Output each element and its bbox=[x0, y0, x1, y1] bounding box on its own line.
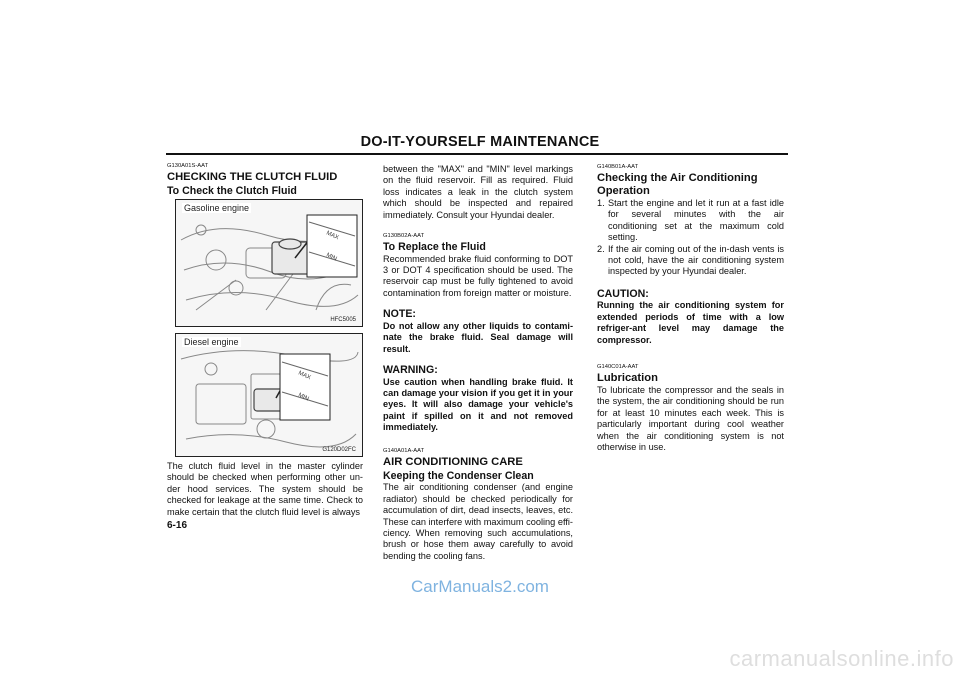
step-number: 2. bbox=[597, 243, 605, 254]
header-rule bbox=[166, 153, 788, 155]
section-code: G140B01A-AAT bbox=[597, 164, 639, 170]
left-column bbox=[167, 163, 363, 198]
max-mark: MAX bbox=[297, 370, 312, 382]
figure-diesel-engine bbox=[175, 333, 363, 457]
left-body bbox=[167, 461, 363, 518]
note-label: NOTE: bbox=[383, 308, 416, 321]
ac-check-steps bbox=[597, 198, 784, 278]
engine-illustration bbox=[176, 334, 362, 456]
ac-care-heading: AIR CONDITIONING CARE bbox=[383, 455, 523, 468]
figure-code: G120D02FC bbox=[322, 447, 356, 453]
list-item bbox=[597, 244, 784, 278]
lubrication-paragraph: To lubricate the compressor and the seals in the system, the air conditioning should be run for at least 10 minutes each week. This is particularly important during cool weather when the air conditioning system is not otherwise in use. bbox=[597, 385, 784, 453]
section-code: G130A01S-AAT bbox=[167, 163, 209, 169]
step-number: 1. bbox=[597, 198, 605, 208]
figure-code: HFC5005 bbox=[330, 317, 356, 323]
figure-label: Gasoline engine bbox=[184, 203, 250, 213]
figure-gasoline-engine bbox=[175, 199, 363, 327]
replace-fluid-paragraph: Recommended brake fluid conforming to DOT 3 or DOT 4 specification should be used. The reservoir cap must be fully tightened to avoid contamination from foreign matter or moisture. bbox=[383, 253, 573, 298]
max-mark: MAX bbox=[325, 230, 340, 242]
lubrication-heading: Lubrication bbox=[597, 372, 658, 385]
min-mark: MIN bbox=[297, 392, 310, 403]
section-code: G140A01A-AAT bbox=[383, 447, 425, 454]
note-text: Do not allow any other liquids to contami-nate the brake fluid. Seal damage will result. bbox=[383, 320, 573, 354]
ac-operation-heading: Checking the Air Conditioning Operation bbox=[597, 172, 758, 197]
watermark-carmanualsonline[interactable]: carmanualsonline.info bbox=[729, 646, 954, 671]
step-text: Start the engine and let it run at a fast idle for several minutes with the air conditioning set at the maximum cold setting. bbox=[608, 198, 784, 243]
watermark-carmanuals2[interactable]: CarManuals2.com bbox=[411, 577, 549, 596]
warning-label: WARNING: bbox=[383, 364, 438, 377]
replace-fluid-heading: To Replace the Fluid bbox=[383, 241, 486, 254]
condenser-subheading: Keeping the Condenser Clean bbox=[383, 469, 534, 482]
condenser-paragraph: The air conditioning condenser (and engine radiator) should be checked periodically for accumulation of dirt, dead insects, leaves, etc. These can interfere with maximum cooling effi-ciency. When removing such accumulations, brush or hose them away carefully to avoid bending the cooling fans. bbox=[383, 482, 573, 561]
continuation-paragraph: between the "MAX" and "MIN" level markings on the fluid reservoir. Fill as required. Fluid loss indicates a leak in the clutch system which should be inspected and repaired immediately. Consult your Hyundai dealer. bbox=[383, 164, 573, 220]
clutch-fluid-paragraph: The clutch fluid level in the master cylinder should be checked when performing other un-der hood services. The system should be checked for leakage at the same time. Check to make certain that the clutch fluid level is always bbox=[167, 461, 363, 517]
page-header-title: DO-IT-YOURSELF MAINTENANCE bbox=[360, 134, 600, 150]
list-item bbox=[597, 198, 784, 244]
section-code: G140C01A-AAT bbox=[597, 364, 639, 371]
warning-text: Use caution when handling brake fluid. It can damage your vision if you get it in your eyes. It will also damage your vehicle's paint if spilled on it and not removed immediately. bbox=[383, 376, 573, 433]
page-number: 6-16 bbox=[167, 520, 188, 531]
section-subheading: To Check the Clutch Fluid bbox=[167, 185, 297, 197]
caution-text: Running the air conditioning system for extended periods of time with a low refriger-ant level may damage the compressor. bbox=[597, 300, 784, 345]
step-text: If the air coming out of the in-dash vents is not cold, have the air conditioning system inspected by your Hyundai dealer. bbox=[608, 243, 784, 277]
caution-label: CAUTION: bbox=[597, 287, 649, 300]
min-mark: MIN bbox=[325, 252, 338, 263]
section-code: G130B02A-AAT bbox=[383, 233, 425, 240]
engine-illustration bbox=[176, 200, 362, 326]
middle-column bbox=[383, 164, 573, 562]
section-heading: CHECKING THE CLUTCH FLUID bbox=[167, 171, 338, 183]
figure-label: Diesel engine bbox=[184, 337, 239, 347]
right-column bbox=[597, 164, 784, 454]
